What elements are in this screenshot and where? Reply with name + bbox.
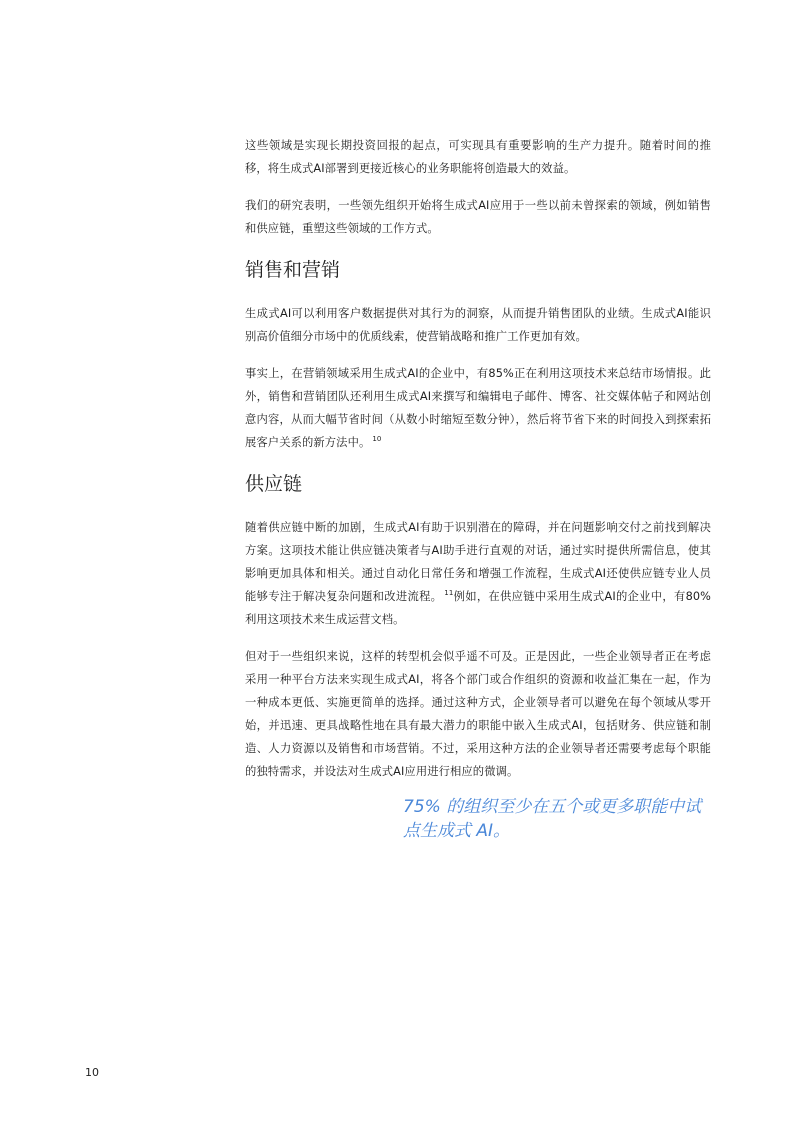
sales-paragraph-2-text: 事实上，在营销领域采用生成式AI的企业中，有85%正在利用这项技术来总结市场情报。此外，销售和营销团队还利用生成式AI来撰写和编辑电子邮件、博客、社交媒体帖子和网站创意内容，从而大幅节省时间（从数小时缩短至数分钟），然后将节省下来的时间投入到探索拓展客户关系的新方法中。 <box>245 367 711 449</box>
supply-paragraph-1-text-b: 例如，在供应链中采用生成式AI的企业中，有80%利用这项技术来生成运营文档。 <box>245 590 711 626</box>
section-heading-sales: 销售和营销 <box>245 259 341 281</box>
intro-paragraph-1: 这些领域是实现长期投资回报的起点，可实现具有重要影响的生产力提升。随着时间的推移，将生成式AI部署到更接近核心的业务职能将创造最大的效益。 <box>245 139 711 175</box>
sales-paragraph-2 <box>245 362 711 454</box>
footnote-ref-10: 10 <box>372 435 382 444</box>
page-number: 10 <box>85 1066 99 1079</box>
supply-paragraph-1 <box>245 516 711 631</box>
main-content <box>245 134 711 797</box>
footnote-ref-11: 11 <box>444 589 454 598</box>
pull-quote: 75% 的组织至少在五个或更多职能中试点生成式 AI。 <box>403 797 702 841</box>
supply-paragraph-1-text-a: 随着供应链中断的加剧，生成式AI有助于识别潜在的障碍，并在问题影响交付之前找到解决方案。这项技术能让供应链决策者与AI助手进行直观的对话，通过实时提供所需信息，使其影响更加具体和相关。通过自动化日常任务和增强工作流程，生成式AI还使供应链专业人员能够专注于解决复杂问题和改进流程。 <box>245 521 711 603</box>
section-heading-supply-chain: 供应链 <box>245 473 303 495</box>
supply-paragraph-2: 但对于一些组织来说，这样的转型机会似乎遥不可及。正是因此，一些企业领导者正在考虑采用一种平台方法来实现生成式AI，将各个部门或合作组织的资源和收益汇集在一起，作为一种成本更低、实施更简单的选择。通过这种方式，企业领导者可以避免在每个领域从零开始，并迅速、更具战略性地在具有最大潜力的职能中嵌入生成式AI，包括财务、供应链和制造、人力资源以及销售和市场营销。不过，采用这种方法的企业领导者还需要考虑每个职能的独特需求，并设法对生成式AI应用进行相应的微调。 <box>245 650 711 778</box>
sales-paragraph-1: 生成式AI可以利用客户数据提供对其行为的洞察，从而提升销售团队的业绩。生成式AI能识别高价值细分市场中的优质线索，使营销战略和推广工作更加有效。 <box>245 307 711 343</box>
intro-paragraph-2: 我们的研究表明，一些领先组织开始将生成式AI应用于一些以前未曾探索的领域，例如销售和供应链，重塑这些领域的工作方式。 <box>245 199 711 235</box>
